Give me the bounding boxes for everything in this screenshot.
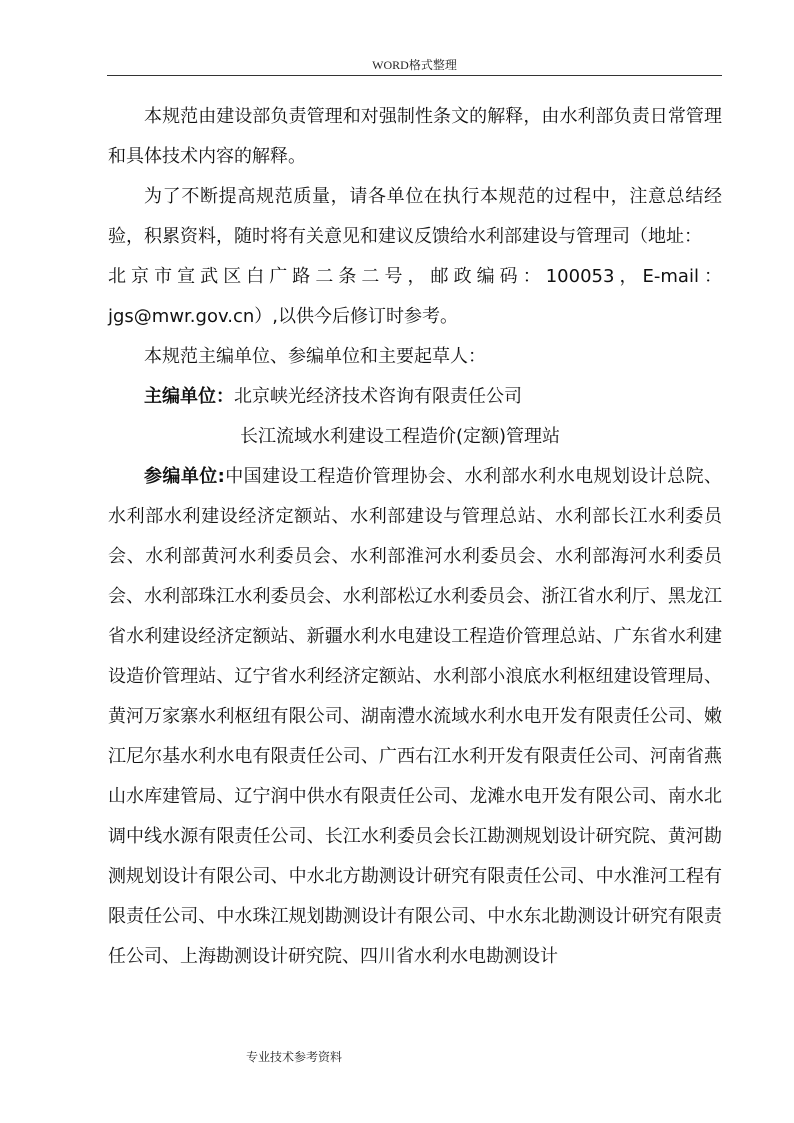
email-text: jgs@mwr.gov.cn）,以供今后修订时参考。 (108, 306, 458, 327)
participating-units-list: 中国建设工程造价管理协会、水利部水利水电规划设计总院、水利部水利建设经济定额站、水利部建设与管理总站、水利部长江水利委员会、水利部黄河水利委员会、水利部淮河水利委员会、水利部海河水利委员会、水利部珠江水利委员会、水利部松辽水利委员会、浙江省水利厅、黑龙江省水利建设经济定额站、新疆水利水电建设工程造价管理总站、广东省水利建设造价管理站、辽宁省水利经济定额站、水利部小浪底水利枢纽建设管理局、黄河万家寨水利枢纽有限公司、湖南澧水流域水利水电开发有限责任公司、嫩江尼尔基水利水电有限责任公司、广西右江水利开发有限责任公司、河南省燕山水库建管局、辽宁润中供水有限责任公司、龙滩水电开发有限公司、南水北调中线水源有限责任公司、长江水利委员会长江勘测规划设计研究院、黄河勘测规划设计有限公司、中水北方勘测设计研究有限责任公司、中水淮河工程有限责任公司、中水珠江规划勘测设计有限公司、中水东北勘测设计研究有限责任公司、上海勘测设计研究院、四川省水利水电勘测设计 (108, 466, 723, 967)
participating-label: 参编单位: (144, 466, 225, 487)
header-title: WORD格式整理 (372, 58, 457, 72)
paragraph-feedback (108, 177, 722, 257)
paragraph-email (108, 297, 722, 337)
chief-editor-line-2 (108, 417, 722, 457)
footer-text: 专业技术参考资料 (246, 1050, 343, 1064)
chief-editor-unit-1: 北京峡光经济技术咨询有限责任公司 (234, 386, 522, 407)
address-text: 北京市宣武区白广路二条二号，邮政编码：100053，E-mail： (108, 266, 722, 287)
paragraph-responsibility: 本规范由建设部负责管理和对强制性条文的解释，由水利部负责日常管理和具体技术内容的解释。 (108, 106, 722, 167)
participating-units-paragraph (108, 457, 722, 977)
document-body (108, 97, 722, 977)
page-header (107, 57, 722, 76)
chief-editor-line (108, 377, 722, 417)
feedback-text: 为了不断提高规范质量，请各单位在执行本规范的过程中，注意总结经验，积累资料，随时将有关意见和建议反馈给水利部建设与管理司（地址： (108, 186, 722, 247)
chief-editor-label: 主编单位： (144, 386, 234, 407)
paragraph-address (108, 257, 722, 297)
paragraph-editors-intro: 本规范主编单位、参编单位和主要起草人： (144, 346, 486, 367)
page-footer (246, 1049, 342, 1065)
chief-editor-unit-2: 长江流域水利建设工程造价(定额)管理站 (240, 426, 561, 447)
